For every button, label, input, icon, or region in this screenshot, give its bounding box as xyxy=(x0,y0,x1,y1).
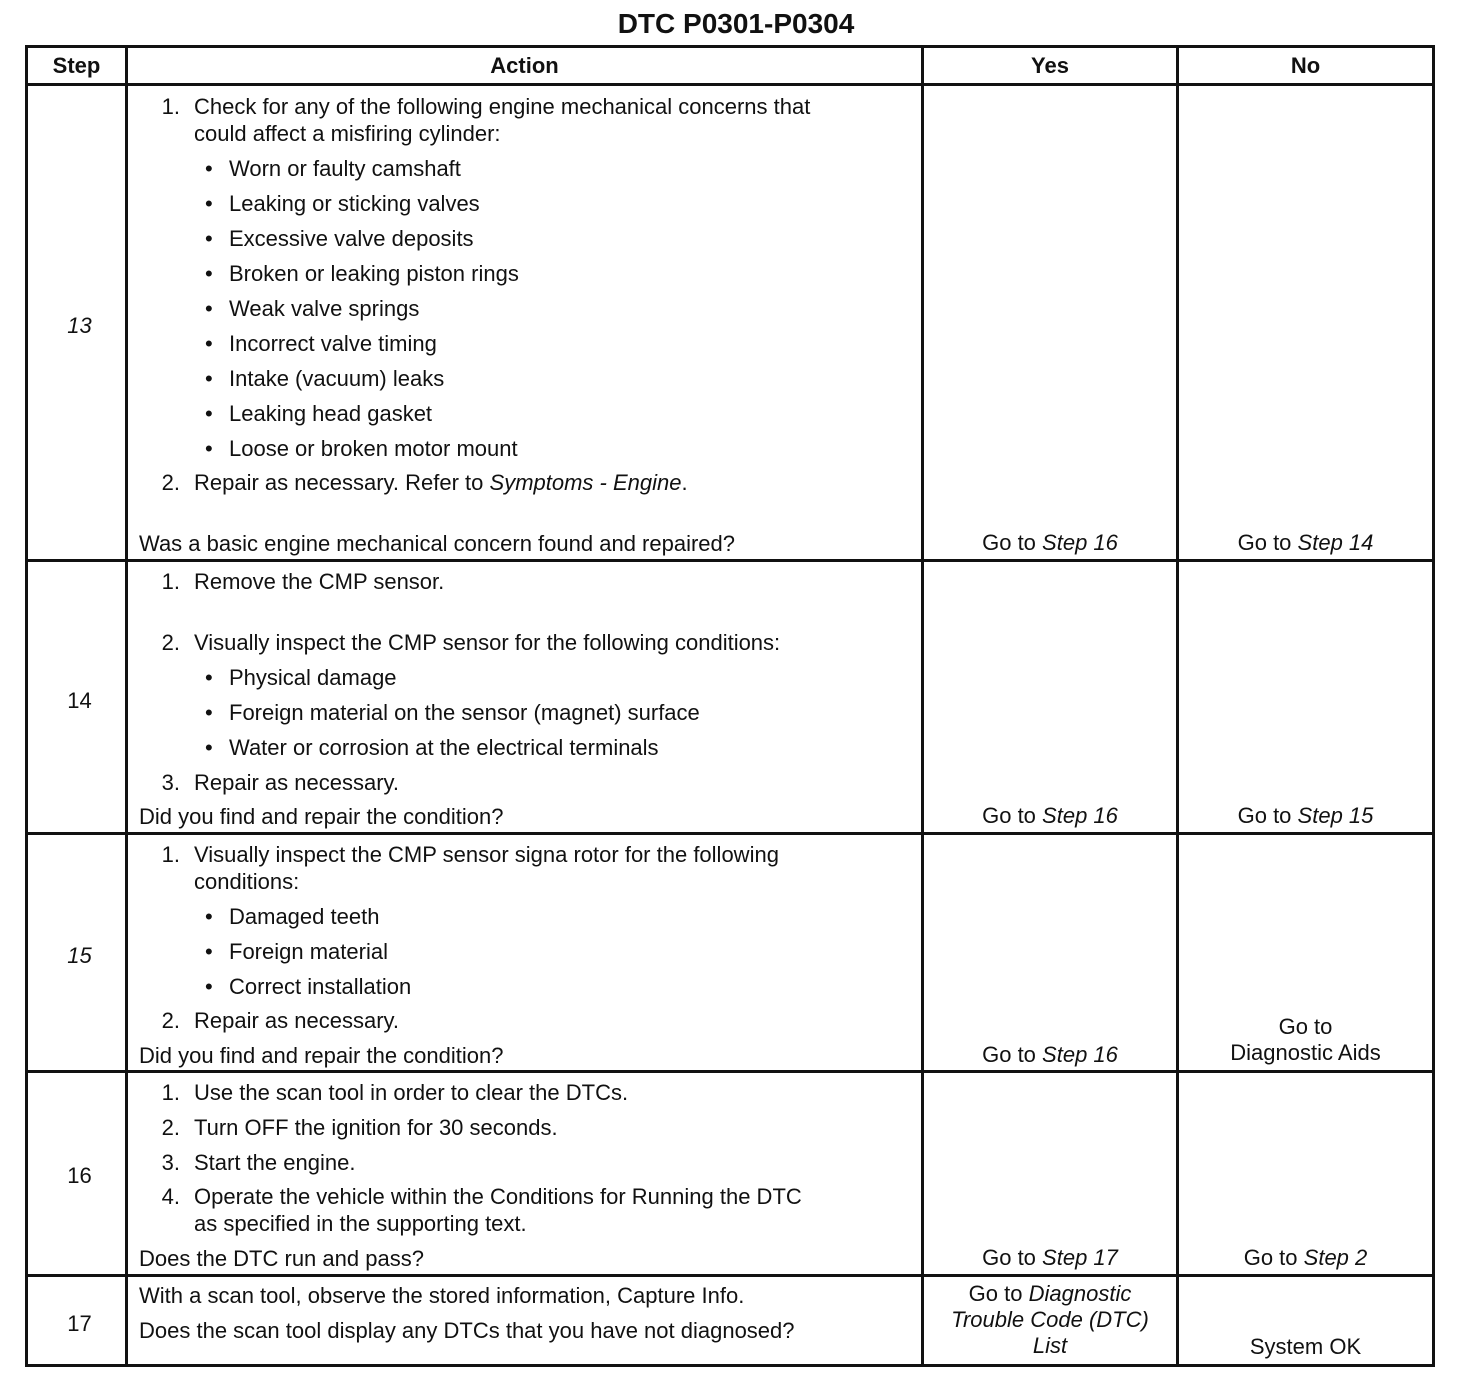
action-text: Operate the vehicle within the Conditions for Running the DTC xyxy=(194,1184,802,1209)
action-text: as specified in the supporting text. xyxy=(194,1211,527,1236)
action-text: Turn OFF the ignition for 30 seconds. xyxy=(194,1115,558,1140)
yes-action: Go to Step 16 xyxy=(982,803,1118,828)
list-number: 3. xyxy=(161,770,180,795)
header-yes: Yes xyxy=(1031,53,1069,78)
row-divider xyxy=(28,1274,1432,1277)
list-number: 1. xyxy=(161,842,180,867)
list-item: Loose or broken motor mount xyxy=(229,436,518,461)
action-text: Visually inspect the CMP sensor signa rotor for the following xyxy=(194,842,779,867)
bullet-icon: • xyxy=(205,974,213,999)
list-item: Leaking or sticking valves xyxy=(229,191,480,216)
step-number: 14 xyxy=(67,688,92,713)
action-text: Repair as necessary. xyxy=(194,1008,400,1033)
question-text: Was a basic engine mechanical concern found and repaired? xyxy=(139,531,735,556)
reference-link: Step 15 xyxy=(1297,803,1374,828)
row-divider xyxy=(28,559,1432,562)
list-number: 4. xyxy=(161,1184,180,1209)
reference-link: Step 16 xyxy=(1042,803,1118,828)
list-number: 2. xyxy=(161,470,180,495)
yes-action: Go to Step 16 xyxy=(982,1042,1118,1067)
column-divider xyxy=(1176,48,1179,1364)
action-text: Check for any of the following engine mechanical concerns that xyxy=(194,94,811,119)
bullet-icon: • xyxy=(205,735,213,760)
list-item: Worn or faulty camshaft xyxy=(229,156,461,181)
bullet-icon: • xyxy=(205,191,213,216)
reference-link: Diagnostic xyxy=(1028,1281,1132,1306)
yes-action: Go to Step 17 xyxy=(982,1245,1118,1270)
reference-link: Step 16 xyxy=(1042,530,1118,555)
bullet-icon: • xyxy=(205,904,213,929)
list-number: 1. xyxy=(161,94,180,119)
step-number: 13 xyxy=(67,313,92,338)
row-divider xyxy=(28,1070,1432,1073)
reference-link: List xyxy=(1032,1333,1068,1358)
action-text: Repair as necessary. Refer to Symptoms - Engine. xyxy=(194,470,688,495)
question-text: Did you find and repair the condition? xyxy=(139,804,504,829)
step-number: 15 xyxy=(67,943,92,968)
list-item: Leaking head gasket xyxy=(229,401,433,426)
reference-link: Trouble Code (DTC) xyxy=(951,1307,1149,1332)
action-text: With a scan tool, observe the stored information, Capture Info. xyxy=(139,1283,745,1308)
column-divider xyxy=(921,48,924,1364)
bullet-icon: • xyxy=(205,261,213,286)
row-divider xyxy=(28,83,1432,86)
list-item: Physical damage xyxy=(229,665,397,690)
page-title: DTC P0301-P0304 xyxy=(617,8,855,39)
reference-link: Step 14 xyxy=(1297,530,1374,555)
header-step: Step xyxy=(52,53,101,78)
no-action: Go to Step 2 xyxy=(1243,1245,1368,1270)
list-number: 2. xyxy=(161,1115,180,1140)
yes-action: Go to Diagnostic Trouble Code (DTC) List xyxy=(951,1281,1149,1358)
action-text: Start the engine. xyxy=(194,1150,356,1175)
step-number: 17 xyxy=(67,1311,92,1336)
reference-link: Step 17 xyxy=(1042,1245,1118,1270)
bullet-icon: • xyxy=(205,665,213,690)
list-item: Weak valve springs xyxy=(229,296,420,321)
step-number: 16 xyxy=(67,1163,92,1188)
question-text: Did you find and repair the condition? xyxy=(139,1043,504,1068)
list-item: Damaged teeth xyxy=(229,904,380,929)
list-number: 1. xyxy=(161,569,180,594)
list-number: 1. xyxy=(161,1080,180,1105)
no-action: System OK xyxy=(1249,1334,1362,1359)
diagnostic-table xyxy=(25,45,1435,1367)
action-text: Remove the CMP sensor. xyxy=(194,569,445,594)
no-action: Go to Step 15 xyxy=(1237,803,1374,828)
list-item: Water or corrosion at the electrical terminals xyxy=(229,735,659,760)
bullet-icon: • xyxy=(205,436,213,461)
bullet-icon: • xyxy=(205,939,213,964)
list-item: Correct installation xyxy=(229,974,412,999)
list-item: Intake (vacuum) leaks xyxy=(229,366,445,391)
list-number: 3. xyxy=(161,1150,180,1175)
reference-link: Step 2 xyxy=(1303,1245,1368,1270)
header-no: No xyxy=(1290,53,1321,78)
list-number: 2. xyxy=(161,630,180,655)
list-item: Excessive valve deposits xyxy=(229,226,474,251)
row-divider xyxy=(28,832,1432,835)
bullet-icon: • xyxy=(205,156,213,181)
no-action: Go to Step 14 xyxy=(1237,530,1374,555)
bullet-icon: • xyxy=(205,366,213,391)
bullet-icon: • xyxy=(205,296,213,321)
action-text: Visually inspect the CMP sensor for the following conditions: xyxy=(194,630,781,655)
bullet-icon: • xyxy=(205,331,213,356)
bullet-icon: • xyxy=(205,226,213,251)
question-text: Does the DTC run and pass? xyxy=(139,1246,424,1271)
bullet-icon: • xyxy=(205,401,213,426)
yes-action: Go to Step 16 xyxy=(982,530,1118,555)
no-action: Go to Diagnostic Aids xyxy=(1179,1014,1432,1066)
action-text: conditions: xyxy=(194,869,300,894)
list-item: Foreign material xyxy=(229,939,388,964)
list-item: Foreign material on the sensor (magnet) surface xyxy=(229,700,700,725)
bullet-icon: • xyxy=(205,700,213,725)
reference-link: Diagnostic Aids xyxy=(1230,1040,1381,1065)
action-text: could affect a misfiring cylinder: xyxy=(194,121,501,146)
list-item: Broken or leaking piston rings xyxy=(229,261,519,286)
list-item: Incorrect valve timing xyxy=(229,331,437,356)
header-action: Action xyxy=(490,53,559,78)
reference-link: Step 16 xyxy=(1042,1042,1118,1067)
question-text: Does the scan tool display any DTCs that you have not diagnosed? xyxy=(139,1318,795,1343)
action-text: Repair as necessary. xyxy=(194,770,400,795)
reference-link: Symptoms - Engine xyxy=(489,470,682,495)
action-text: Use the scan tool in order to clear the DTCs. xyxy=(194,1080,629,1105)
list-number: 2. xyxy=(161,1008,180,1033)
